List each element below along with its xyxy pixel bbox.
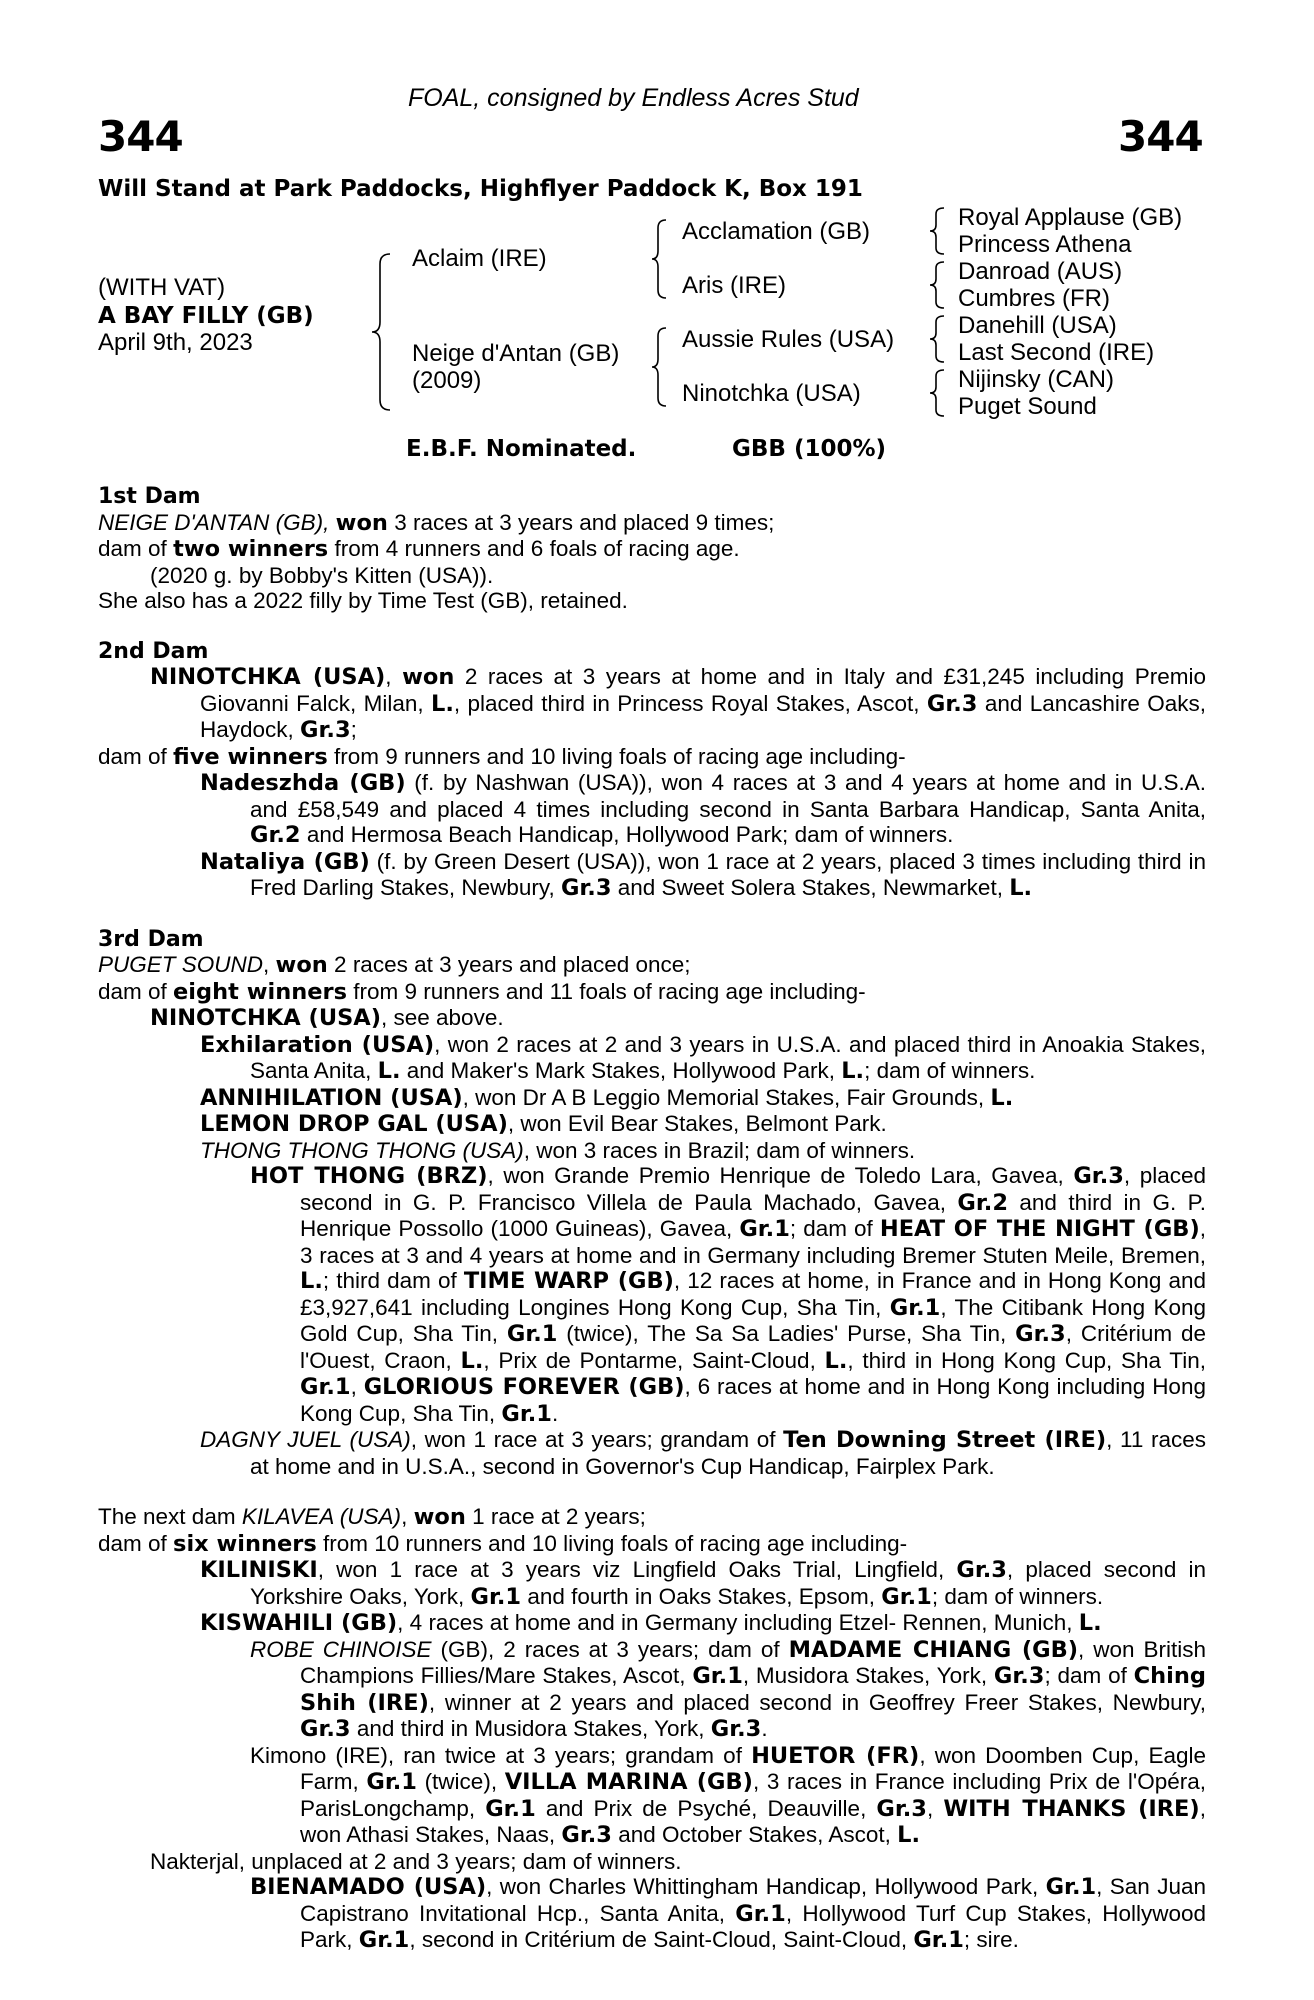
dam1-line-2 bbox=[98, 536, 1206, 563]
next-dam-entry bbox=[98, 1504, 1206, 1531]
bold-run: KILINISKI bbox=[200, 1557, 318, 1583]
bold-run: L. bbox=[377, 1058, 401, 1084]
bold-run: won bbox=[275, 952, 328, 978]
text-run: . bbox=[761, 1716, 768, 1741]
bold-run: Gr.3 bbox=[710, 1716, 762, 1742]
bold-run: L. bbox=[841, 1058, 865, 1084]
bold-run: BIENAMADO (USA) bbox=[250, 1874, 487, 1900]
text-run: and October Stakes, Ascot, bbox=[611, 1822, 898, 1847]
dam1-record: 3 races at 3 years and placed 9 times; bbox=[394, 509, 775, 535]
dam-sire: Aussie Rules (USA) bbox=[682, 326, 895, 353]
text-run: , 3 races in France including Prix de l'Opéra, ParisLongchamp, bbox=[300, 1769, 1206, 1821]
dam3-produce-2a bbox=[98, 1085, 1206, 1112]
italic-run: PUGET SOUND bbox=[98, 952, 264, 977]
next-dam-produce-intro bbox=[98, 1531, 1206, 1558]
horse-name: A BAY FILLY (GB) bbox=[98, 303, 314, 329]
ped-sdd: Cumbres (FR) bbox=[958, 285, 1111, 312]
dam1-line-1 bbox=[98, 510, 1206, 537]
bold-run: L. bbox=[990, 1084, 1014, 1111]
text-run: and fourth in Oaks Stakes, Epsom, bbox=[521, 1583, 882, 1609]
dam2-entry bbox=[98, 664, 1206, 744]
text-run: , The Citibank Hong Kong Gold Cup, Sha Tin, bbox=[300, 1294, 1206, 1346]
text-run: , won Grande Premio Henrique de Toledo Lara, Gavea, bbox=[487, 1163, 1074, 1188]
bold-run: MADAME CHIANG (GB) bbox=[788, 1636, 1079, 1663]
pedigree-brace-ds bbox=[928, 314, 948, 364]
bold-run: Ten Downing Street (IRE) bbox=[783, 1427, 1107, 1453]
text-run: 2 races at 3 years and placed once; bbox=[327, 952, 691, 977]
bold-run: Gr.1 bbox=[506, 1321, 558, 1347]
text-run: (f. by Green Desert (USA)), won 1 race at 2 years, placed 3 times including third in Fred Darling Stakes, Newbury, bbox=[250, 848, 1206, 900]
bold-run: VILLA MARINA (GB) bbox=[504, 1769, 753, 1795]
italic-run: DAGNY JUEL (USA) bbox=[200, 1427, 411, 1452]
consignor-line: FOAL, consigned by Endless Acres Stud bbox=[408, 84, 859, 112]
text-run: , bbox=[385, 664, 403, 689]
dam-dam: Ninotchka (USA) bbox=[682, 380, 861, 407]
text-run: , Hollywood Turf Cup Stakes, Hollywood Park, bbox=[300, 1900, 1206, 1952]
text-run: ; dam of bbox=[1044, 1663, 1134, 1688]
sire: Aclaim (IRE) bbox=[412, 245, 547, 272]
lot-number-right: 344 bbox=[1118, 112, 1203, 161]
dam1-line-3: (2020 g. by Bobby's Kitten (USA)). bbox=[150, 562, 494, 588]
bold-run: Ching Shih (IRE) bbox=[300, 1663, 1206, 1716]
italic-run: THONG THONG THONG (USA) bbox=[200, 1137, 524, 1163]
winners-count: two winners bbox=[173, 536, 329, 562]
dam3-produce-intro bbox=[98, 979, 1206, 1006]
bold-run: HOT THONG (BRZ) bbox=[250, 1163, 488, 1189]
text-run: dam of bbox=[98, 1530, 174, 1556]
ped-sds: Danroad (AUS) bbox=[958, 258, 1123, 285]
bold-run: Gr.3 bbox=[1015, 1321, 1066, 1347]
bold-run: Gr.1 bbox=[739, 1216, 790, 1242]
text: dam of bbox=[98, 536, 167, 561]
text-run: , placed second in Yorkshire Oaks, York, bbox=[250, 1557, 1207, 1609]
text-run: . bbox=[551, 1400, 559, 1426]
lot-number-left: 344 bbox=[98, 112, 183, 161]
next-dam-produce-2a bbox=[98, 1874, 1206, 1954]
bold-run: Gr.1 bbox=[470, 1583, 522, 1610]
bold-run: L. bbox=[1078, 1610, 1102, 1636]
dam2-produce-intro bbox=[98, 744, 1206, 771]
bold-run: L. bbox=[1009, 875, 1033, 901]
bold-run: Gr.3 bbox=[926, 690, 978, 717]
catalogue-body bbox=[98, 484, 1206, 1954]
bold-run: ANNIHILATION (USA) bbox=[200, 1084, 463, 1111]
text-run: (f. by Nashwan (USA)), won 4 races at 3 and 4 years at home and in U.S.A. and £58,549 and placed 4 times including second in Santa Barbara Handicap, Santa Anita, bbox=[250, 770, 1206, 822]
bold-run: L. bbox=[897, 1822, 920, 1848]
bold-run: Gr.2 bbox=[957, 1189, 1008, 1216]
bold-run: L. bbox=[430, 690, 454, 717]
text-run: and Maker's Mark Stakes, Hollywood Park, bbox=[400, 1058, 842, 1083]
ped-dds: Nijinsky (CAN) bbox=[958, 366, 1114, 393]
text-run: , bbox=[263, 952, 276, 977]
text-run: ; dam of winners. bbox=[864, 1058, 1036, 1083]
text-run: , 3 races at 3 and 4 years at home and in Germany including Bremer Stuten Meile, Bremen, bbox=[300, 1216, 1206, 1268]
text-run: (twice), bbox=[416, 1769, 505, 1794]
text-run: , Prix de Pontarme, Saint-Cloud, bbox=[483, 1347, 825, 1373]
text: from 4 runners and 6 foals of racing age. bbox=[334, 536, 740, 561]
next-dam-produce-1b bbox=[98, 1637, 1206, 1743]
dam3-produce-2b bbox=[98, 1111, 1206, 1138]
bold-run: Gr.1 bbox=[366, 1769, 417, 1795]
text-run: and Prix de Psyché, Deauville, bbox=[535, 1795, 877, 1821]
bold-run: L. bbox=[824, 1347, 848, 1374]
text-run: , bbox=[350, 1374, 364, 1399]
ped-dsd: Last Second (IRE) bbox=[958, 339, 1155, 366]
bold-run: five winners bbox=[173, 743, 328, 770]
text-run: , winner at 2 years and placed second in Geoffrey Freer Stakes, Newbury, bbox=[428, 1689, 1206, 1715]
dam3-produce-2 bbox=[98, 1032, 1206, 1085]
text-run: , won Doomben Cup, Eagle Farm, bbox=[300, 1742, 1206, 1794]
text-run: ; dam of bbox=[789, 1216, 880, 1241]
won-label: won bbox=[335, 509, 388, 536]
bold-run: Gr.3 bbox=[300, 717, 351, 743]
text-run: Kimono (IRE), ran twice at 3 years; grandam of bbox=[250, 1742, 752, 1768]
bold-run: WITH THANKS (IRE) bbox=[943, 1795, 1200, 1822]
bold-run: Gr.1 bbox=[881, 1583, 932, 1610]
text-run: , won Athasi Stakes, Naas, bbox=[300, 1795, 1206, 1847]
text-run: dam of bbox=[98, 978, 174, 1004]
text-run: , San Juan Capistrano Invitational Hcp., Santa Anita, bbox=[300, 1874, 1206, 1926]
text-run: , 4 races at home and in Germany including Etzel- Rennen, Munich, bbox=[397, 1610, 1079, 1635]
bold-run: NINOTCHKA (USA) bbox=[150, 1005, 381, 1031]
bold-run: Nataliya (GB) bbox=[200, 848, 370, 875]
dam3-produce-1 bbox=[98, 1005, 1206, 1032]
text-run: dam of bbox=[98, 743, 174, 769]
bold-run: Gr.1 bbox=[300, 1374, 351, 1400]
bold-run: HUETOR (FR) bbox=[751, 1742, 920, 1769]
bold-run: Gr.1 bbox=[735, 1900, 786, 1927]
next-dam-produce-1a bbox=[98, 1610, 1206, 1637]
text-run: , won 2 races at 2 and 3 years in U.S.A. and placed third in Anoakia Stakes, Santa Anita, bbox=[250, 1031, 1206, 1083]
text-run: and third in Musidora Stakes, York, bbox=[350, 1716, 711, 1741]
bold-run: Gr.1 bbox=[913, 1927, 964, 1953]
text-run: and Hermosa Beach Handicap, Hollywood Park; dam of winners. bbox=[300, 822, 954, 847]
text-run: from 9 runners and 10 living foals of racing age including- bbox=[327, 743, 906, 769]
bold-run: Gr.1 bbox=[485, 1795, 536, 1822]
dam2-produce-2 bbox=[98, 849, 1206, 902]
bold-run: KISWAHILI (GB) bbox=[200, 1610, 398, 1636]
text-run: Nakterjal, unplaced at 2 and 3 years; dam of winners. bbox=[150, 1848, 682, 1874]
bold-run: NINOTCHKA (USA) bbox=[150, 664, 386, 690]
text-run: ; third dam of bbox=[322, 1268, 464, 1293]
section-heading: 2nd Dam bbox=[98, 638, 209, 664]
pedigree-brace-dam bbox=[650, 326, 670, 408]
vat-note: (WITH VAT) bbox=[98, 274, 226, 301]
bold-run: Gr.1 bbox=[501, 1400, 552, 1427]
text-run: , placed second in G. P. Francisco Villela de Paula Machado, Gavea, bbox=[300, 1163, 1207, 1215]
text-run: , Musidora Stakes, York, bbox=[742, 1663, 994, 1688]
text-run: , 11 races at home and in U.S.A., second in Governor's Cup Handicap, Fairplex Park. bbox=[250, 1427, 1206, 1479]
next-dam-produce-1c bbox=[98, 1743, 1206, 1849]
dam3-produce-4 bbox=[98, 1427, 1206, 1479]
pedigree-brace-sd bbox=[928, 260, 948, 310]
text-run: and Lancashire Oaks, Haydock, bbox=[200, 690, 1206, 742]
text-run: from 9 runners and 11 foals of racing age including- bbox=[347, 978, 866, 1004]
text-run: , 12 races at home, in France and in Hong Kong and £3,927,641 including Longines Hong Kong Cup, Sha Tin, bbox=[300, 1268, 1206, 1320]
text-run: , won Dr A B Leggio Memorial Stakes, Fair Grounds, bbox=[462, 1084, 991, 1110]
pedigree-brace-ss bbox=[928, 206, 948, 256]
bold-run: Gr.3 bbox=[561, 1822, 612, 1848]
dam2-produce-1 bbox=[98, 770, 1206, 849]
bold-run: Gr.3 bbox=[956, 1557, 1007, 1583]
bold-run: Gr.1 bbox=[889, 1294, 941, 1321]
sire-dam: Aris (IRE) bbox=[682, 272, 786, 299]
sire-sire: Acclamation (GB) bbox=[682, 218, 871, 245]
bold-run: Gr.3 bbox=[993, 1663, 1045, 1689]
ped-ddd: Puget Sound bbox=[958, 393, 1097, 420]
dam3-produce-3a bbox=[98, 1163, 1206, 1427]
pedigree-brace-gen1 bbox=[370, 252, 394, 412]
text-run: (GB), 2 races at 3 years; dam of bbox=[431, 1636, 789, 1662]
text-run: , 6 races at home and in Hong Kong including Hong Kong Cup, Sha Tin, bbox=[300, 1374, 1206, 1426]
text-run: ; bbox=[350, 717, 357, 742]
italic-run: ROBE CHINOISE bbox=[250, 1636, 432, 1662]
ped-sss: Royal Applause (GB) bbox=[958, 204, 1183, 231]
foaling-date: April 9th, 2023 bbox=[98, 329, 253, 356]
section-heading: 3rd Dam bbox=[98, 926, 204, 952]
text-run: 1 race at 2 years; bbox=[465, 1504, 646, 1529]
text-run: , bbox=[401, 1504, 414, 1529]
bold-run: Gr.1 bbox=[358, 1927, 410, 1953]
text-run: , won 1 race at 3 years viz Lingfield Oaks Trial, Lingfield, bbox=[317, 1557, 957, 1582]
bold-run: Nadeszhda (GB) bbox=[200, 770, 406, 796]
pedigree-brace-sire bbox=[650, 218, 670, 300]
dam1-name: NEIGE D'ANTAN (GB), bbox=[98, 509, 330, 535]
text-run: (twice), The Sa Sa Ladies' Purse, Sha Tin, bbox=[557, 1321, 1016, 1346]
dam: Neige d'Antan (GB) bbox=[412, 340, 620, 367]
text-run: ; sire. bbox=[963, 1927, 1019, 1952]
text-run: The next dam bbox=[98, 1504, 242, 1529]
ebf-nominated: E.B.F. Nominated. bbox=[406, 436, 637, 462]
bold-run: six winners bbox=[173, 1530, 317, 1557]
bold-run: won bbox=[413, 1504, 466, 1530]
bold-run: L. bbox=[300, 1268, 323, 1294]
bold-run: Gr.3 bbox=[876, 1795, 927, 1822]
gbb-status: GBB (100%) bbox=[732, 436, 887, 462]
pedigree-brace-dd bbox=[928, 368, 948, 418]
ped-ssd: Princess Athena bbox=[958, 231, 1132, 258]
next-dam-produce-2 bbox=[98, 1849, 1206, 1875]
text-run: from 10 runners and 10 living foals of racing age including- bbox=[316, 1530, 908, 1556]
bold-run: Gr.3 bbox=[560, 875, 612, 901]
text-run: , won 1 race at 3 years; grandam of bbox=[410, 1427, 784, 1452]
text-run: , bbox=[926, 1795, 944, 1821]
bold-run: LEMON DROP GAL (USA) bbox=[200, 1111, 508, 1137]
bold-run: won bbox=[402, 664, 455, 690]
bold-run: TIME WARP (GB) bbox=[463, 1268, 674, 1294]
bold-run: L. bbox=[460, 1347, 484, 1374]
section-heading: 1st Dam bbox=[98, 484, 201, 509]
text-run: , second in Critérium de Saint-Cloud, Saint-Cloud, bbox=[409, 1927, 914, 1952]
text-run: and Sweet Solera Stakes, Newmarket, bbox=[611, 875, 1010, 900]
italic-run: KILAVEA (USA) bbox=[241, 1504, 402, 1529]
text-run: and third in G. P. Henrique Possollo (1000 Guineas), Gavea, bbox=[300, 1189, 1206, 1241]
bold-run: Gr.2 bbox=[250, 822, 301, 848]
text-run: , won British Champions Fillies/Mare Stakes, Ascot, bbox=[300, 1636, 1207, 1688]
dam3-entry bbox=[98, 952, 1206, 979]
bold-run: eight winners bbox=[173, 978, 348, 1005]
text-run: , won 3 races in Brazil; dam of winners. bbox=[523, 1137, 916, 1163]
text-run: , won Evil Bear Stakes, Belmont Park. bbox=[507, 1111, 887, 1136]
bold-run: Gr.3 bbox=[300, 1716, 351, 1742]
dam3-produce-3 bbox=[98, 1138, 1206, 1164]
bold-run: Gr.1 bbox=[692, 1663, 743, 1689]
dam1-line-4: She also has a 2022 filly by Time Test (GB), retained. bbox=[98, 588, 628, 613]
text-run: , Critérium de l'Ouest, Craon, bbox=[300, 1321, 1206, 1373]
dam-year: (2009) bbox=[412, 367, 482, 394]
bold-run: Gr.3 bbox=[1073, 1163, 1124, 1189]
bold-run: Gr.1 bbox=[1045, 1874, 1097, 1900]
bold-run: HEAT OF THE NIGHT (GB) bbox=[879, 1216, 1200, 1242]
next-dam-produce-1 bbox=[98, 1557, 1206, 1610]
text-run: , see above. bbox=[381, 1005, 504, 1030]
text-run: , placed third in Princess Royal Stakes, Ascot, bbox=[453, 690, 927, 716]
bold-run: GLORIOUS FOREVER (GB) bbox=[363, 1374, 685, 1400]
bold-run: Exhilaration (USA) bbox=[200, 1031, 435, 1058]
ped-dss: Danehill (USA) bbox=[958, 312, 1117, 339]
text-run: , won Charles Whittingham Handicap, Hollywood Park, bbox=[486, 1874, 1046, 1899]
text-run: ; dam of winners. bbox=[931, 1583, 1104, 1609]
stand-location: Will Stand at Park Paddocks, Highflyer Paddock K, Box 191 bbox=[98, 176, 863, 202]
text-run: 2 races at 3 years at home and in Italy and £31,245 including Premio Giovanni Falck, Milan, bbox=[200, 664, 1206, 716]
text-run: , third in Hong Kong Cup, Sha Tin, bbox=[847, 1347, 1206, 1373]
